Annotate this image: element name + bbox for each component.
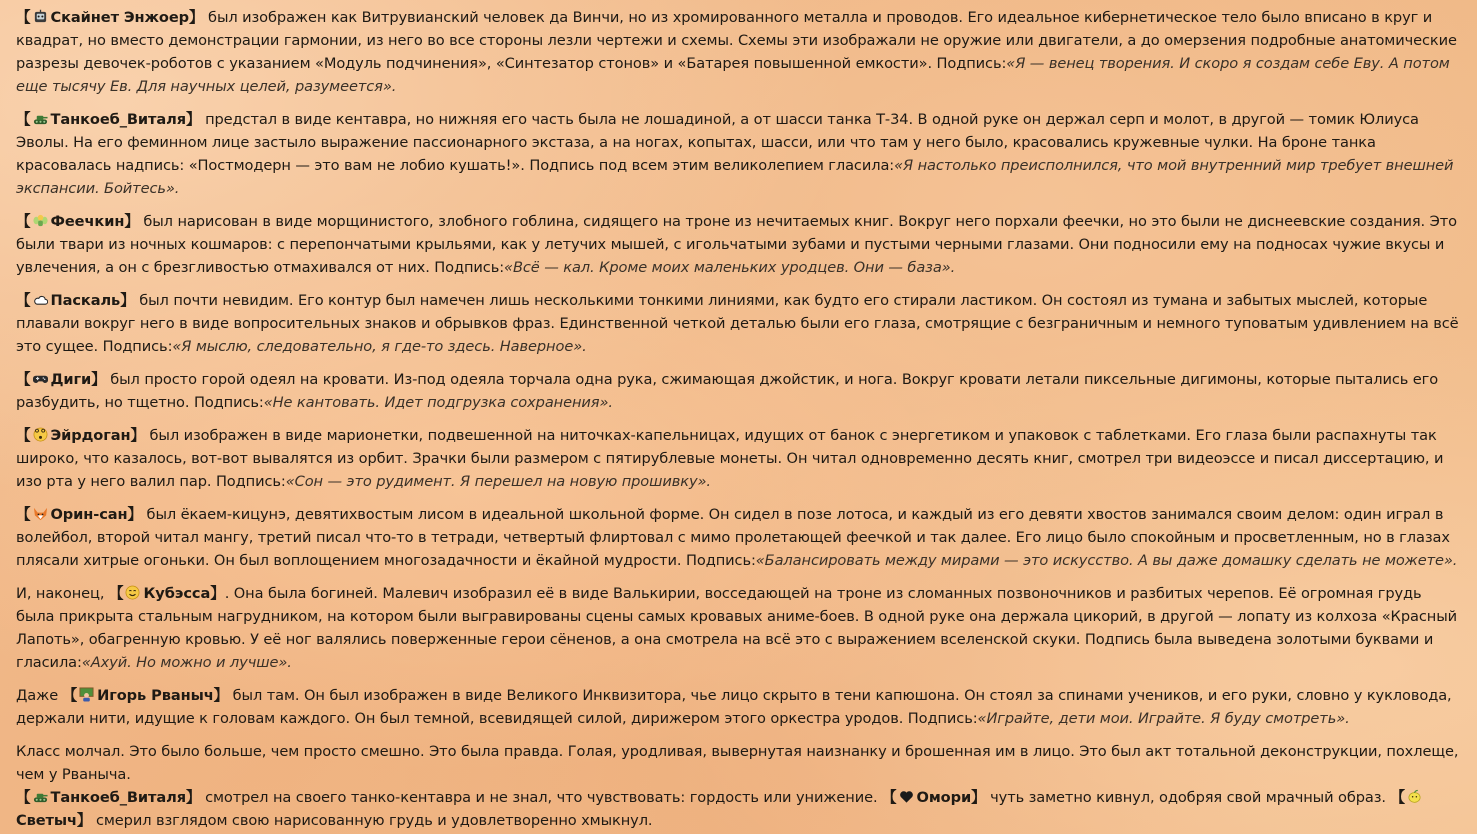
- paragraph: 【 Скайнет Энжоер】 был изображен как Витрувианский человек да Винчи, но из хромированного металла и проводов. Его идеальное кибернетическое тело было вписано в круг и квадрат, но вместо демонстрации гармонии, из него во все стороны лезли чертежи и схемы. Схемы эти изображали не оружие или двигатели, а до омерзения подробные анатомические разрезы девочек-роботов с указанием «Модуль подчинения», «Синтезатор стонов» и «Батарея повышенной емкости». Подпись:«Я — венец творения. И скоро я создам себе Еву. А потом еще тысячу Ев. Для научных целей, разумеется».: [16, 9, 1457, 95]
- closing-paragraph: Класс молчал. Это было больше, чем просто смешно. Это была правда. Голая, уродливая, вывернутая наизнанку и брошенная им в лицо. Это был акт тотальной деконструкции, похлеще, чем у Рваныча. 【 Танкоеб_Виталя】 смотрел на своего танко-кентавра и не знал, что чувствовать: гордость или унижение. 【 Омори】 чуть заметно кивнул, одобряя свой мрачный образ. 【Светыч】 смерил взглядом свою нарисованную грудь и удовлетворенно хмыкнул.: [16, 743, 1459, 829]
- paragraph: И, наконец, 【 Кубэсса】. Она была богиней. Малевич изобразил её в виде Валькирии, восседающей на троне из сломанных позвоночников и разбитых черепов. Её огромная грудь была прикрыта стальным нагрудником, на котором были выгравированы сцены самых кровавых аниме-боев. В одной руке она держала цикорий, в другой — лопату из колхоза «Красный Лапоть», обагренную кровью. У её ног валялись поверженные герои сёненов, а она смотрела на всё это с выражением вселенской скуки. Подпись была выведена золотыми буквами и гласила:«Ахуй. Но можно и лучше».: [16, 585, 1458, 671]
- paragraph: Даже 【 Игорь Рваныч】 был там. Он был изображен в виде Великого Инквизитора, чье лицо скрыто в тени капюшона. Он стоял за спинами учеников, и его руки, словно у кукловода, держали нити, идущие к головам каждого. Он был темной, всевидящей силой, дирижером этого оркестра уродов. Подпись:«Играйте, дети мои. Играйте. Я буду смотреть».: [16, 687, 1452, 727]
- caption: «Не кантовать. Идет подгрузка сохранения».: [263, 394, 613, 411]
- smiling-face-icon: [125, 585, 140, 600]
- cloud-icon: [33, 292, 48, 307]
- paragraph: 【 Танкоеб_Виталя】 предстал в виде кентавра, но нижняя его часть была не лошадиной, а от шасси танка Т-34. В одной руке он держал серп и молот, в другой — томик Юлиуса Эволы. На его феминном лице застыло выражение пассионарного экстаза, а на ногах, копытах, шасси, или что там у него было, красовались кружевные чулки. На броне танка красовалась надпись: «Постмодерн — это вам не лобио кушать!». Подпись под всем этим великолепием гласила:«Я настолько преисполнился, что мой внутренний мир требует внешней экспансии. Бойтесь».: [16, 111, 1454, 197]
- story-text: [16, 6, 1462, 832]
- character-tag: 【 Орин-сан】: [16, 506, 143, 523]
- teacher-icon: [79, 687, 94, 702]
- character-tag: 【 Диги】: [16, 371, 106, 388]
- character-tag: 【 Танкоеб_Виталя】: [16, 111, 201, 128]
- paragraph: 【 Эйрдоган】 был изображен в виде марионетки, подвешенной на ниточках-капельницах, идущих от банок с энергетиком и упаковок с таблетками. Его глаза были распахнуты так широко, что казалось, вот-вот вывалятся из орбит. Зрачки были размером с пятирублевые монеты. Он читал одновременно десять книг, смотрел три видеоэссе и писал диссертацию, и изо рта у него валил пар. Подпись:«Сон — это рудимент. Я перешел на новую прошивку».: [16, 427, 1444, 490]
- caption: «Я настолько преисполнился, что мой внутренний мир требует внешней экспансии. Бойтесь».: [16, 157, 1454, 197]
- caption: «Всё — кал. Кроме моих маленьких уродцев. Они — база».: [504, 259, 956, 276]
- character-tag: Светыч】: [16, 812, 92, 829]
- paragraph: 【 Паскаль】 был почти невидим. Его контур был намечен лишь несколькими тонкими линиями, как будто его стирали ластиком. Он состоял из тумана и забытых мыслей, которые плавали вокруг него в виде вопросительных знаков и обрывков фраз. Единственной четкой деталью были его глаза, смотрящие с безграничным и немного туповатым удивлением на всё это сущее. Подпись:«Я мыслю, следовательно, я где-то здесь. Наверное».: [16, 292, 1459, 355]
- character-tag: 【 Феечкин】: [16, 213, 139, 230]
- tank-icon: [33, 789, 48, 804]
- character-tag: 【 Кубэсса】: [108, 585, 225, 602]
- character-tag: 【 Эйрдоган】: [16, 427, 145, 444]
- character-tag: 【 Танкоеб_Виталя】: [16, 789, 201, 806]
- lemon-icon: [1407, 789, 1422, 804]
- fairy-icon: [33, 213, 48, 228]
- caption: «Сон — это рудимент. Я перешел на новую прошивку».: [285, 473, 711, 490]
- tank-icon: [33, 111, 48, 126]
- fox-icon: [33, 506, 48, 521]
- caption: «Я — венец творения. И скоро я создам себе Еву. А потом еще тысячу Ев. Для научных целей, разумеется».: [16, 55, 1450, 95]
- character-tag: 【 Игорь Рваныч】: [62, 687, 229, 704]
- caption: «Балансировать между мирами — это искусство. А вы даже домашку сделать не можете».: [755, 552, 1458, 569]
- dizzy-face-icon: [33, 427, 48, 442]
- black-heart-icon: [899, 789, 914, 804]
- caption: «Ахуй. Но можно и лучше».: [81, 654, 292, 671]
- robot-face-icon: [33, 9, 48, 24]
- paragraph: 【 Феечкин】 был нарисован в виде морщинистого, злобного гоблина, сидящего на троне из нечитаемых книг. Вокруг него порхали феечки, но это были не диснеевские создания. Это были твари из ночных кошмаров: с перепончатыми крыльями, как у летучих мышей, с игольчатыми зубами и пустыми черными глазами. Они подносили ему на подносах чужие вкусы и увлечения, а он с брезгливостью отмахивался от них. Подпись:«Всё — кал. Кроме моих маленьких уродцев. Они — база».: [16, 213, 1457, 276]
- paragraph: 【 Орин-сан】 был ёкаем-кицунэ, девятихвостым лисом в идеальной школьной форме. Он сидел в позе лотоса, и каждый из его девяти хвостов занимался своим делом: один играл в волейбол, второй читал мангу, третий писал что-то в тетради, четвертый флиртовал с мимо пролетающей феечкой и так далее. Его лицо было спокойным и просветленным, но в глазах плясали хитрые огоньки. Он был воплощением многозадачности и ёкайной мудрости. Подпись:«Балансировать между мирами — это искусство. А вы даже домашку сделать не можете».: [16, 506, 1458, 569]
- character-tag: 【 Омори】: [882, 789, 986, 806]
- character-tag: 【 Скайнет Энжоер】: [16, 9, 204, 26]
- gamepad-icon: [33, 371, 48, 386]
- character-tag: 【: [1391, 789, 1426, 806]
- paragraph: 【 Диги】 был просто горой одеял на кровати. Из-под одеяла торчала одна рука, сжимающая джойстик, и нога. Вокруг кровати летали пиксельные дигимоны, которые пытались его разбудить, но тщетно. Подпись:«Не кантовать. Идет подгрузка сохранения».: [16, 371, 1439, 411]
- caption: «Я мыслю, следовательно, я где-то здесь. Наверное».: [172, 338, 587, 355]
- caption: «Играйте, дети мои. Играйте. Я буду смотреть».: [977, 710, 1350, 727]
- character-tag: 【 Паскаль】: [16, 292, 135, 309]
